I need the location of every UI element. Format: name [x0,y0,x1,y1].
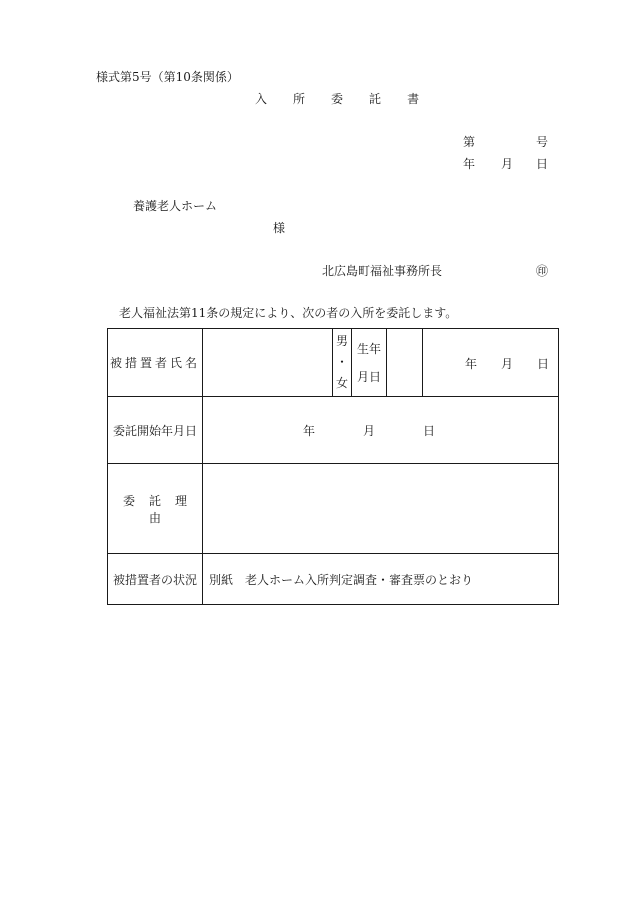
addressee-honorific: 様 [273,221,286,235]
birthdate-day: 日 [537,357,550,371]
sex-male: 男 [335,334,348,348]
title-char: 書 [407,92,420,106]
status-value: 別紙 老人ホーム入所判定調査・審査票のとおり [203,554,559,605]
issue-date-day: 日 [536,157,549,171]
name-label: 被措置者氏名 [108,329,203,397]
status-label: 被措置者の状況 [108,554,203,605]
birthdate-label [352,329,387,397]
birthdate-month: 月 [501,357,514,371]
table-row [108,329,559,397]
birthdate-field[interactable] [423,329,559,397]
birthdate-label-line2: 月日 [356,369,381,384]
table-row [108,397,559,464]
name-field[interactable] [203,329,333,397]
title-char: 託 [369,92,382,106]
form-number: 様式第5号（第10条関係） [96,70,239,84]
table-row [108,554,559,605]
title-char: 委 [331,92,344,106]
start-date-label: 委託開始年月日 [108,397,203,464]
start-date-year: 年 [303,424,316,438]
reason-char: 委 [122,493,135,508]
issuer-name: 北広島町福祉事務所長 [322,264,443,278]
document-number-suffix: 号 [536,135,549,149]
issue-date-year: 年 [463,157,476,171]
start-date-field[interactable] [203,397,559,464]
seal-mark: ㊞ [536,264,549,278]
commission-form-table [107,328,559,605]
reason-char: 託 [148,493,161,508]
document-title [255,92,419,106]
document-number-label: 第 [463,135,476,149]
title-char: 所 [293,92,306,106]
addressee-facility: 養護老人ホーム [133,199,218,213]
birthdate-year: 年 [465,357,478,371]
reason-char: 由 [148,510,161,525]
birthdate-label-line1: 生年 [356,341,381,356]
sex-cell[interactable] [333,329,352,397]
intro-text: 老人福祉法第11条の規定により、次の者の入所を委託します。 [119,306,458,320]
title-char: 入 [255,92,268,106]
reason-field[interactable] [203,464,559,554]
sex-separator: ・ [335,355,348,369]
start-date-day: 日 [423,424,436,438]
sex-female: 女 [335,376,348,390]
reason-label [108,464,203,554]
birthdate-era-field[interactable] [387,329,423,397]
start-date-month: 月 [363,424,376,438]
issue-date-month: 月 [501,157,514,171]
reason-char: 理 [175,493,188,508]
table-row [108,464,559,554]
